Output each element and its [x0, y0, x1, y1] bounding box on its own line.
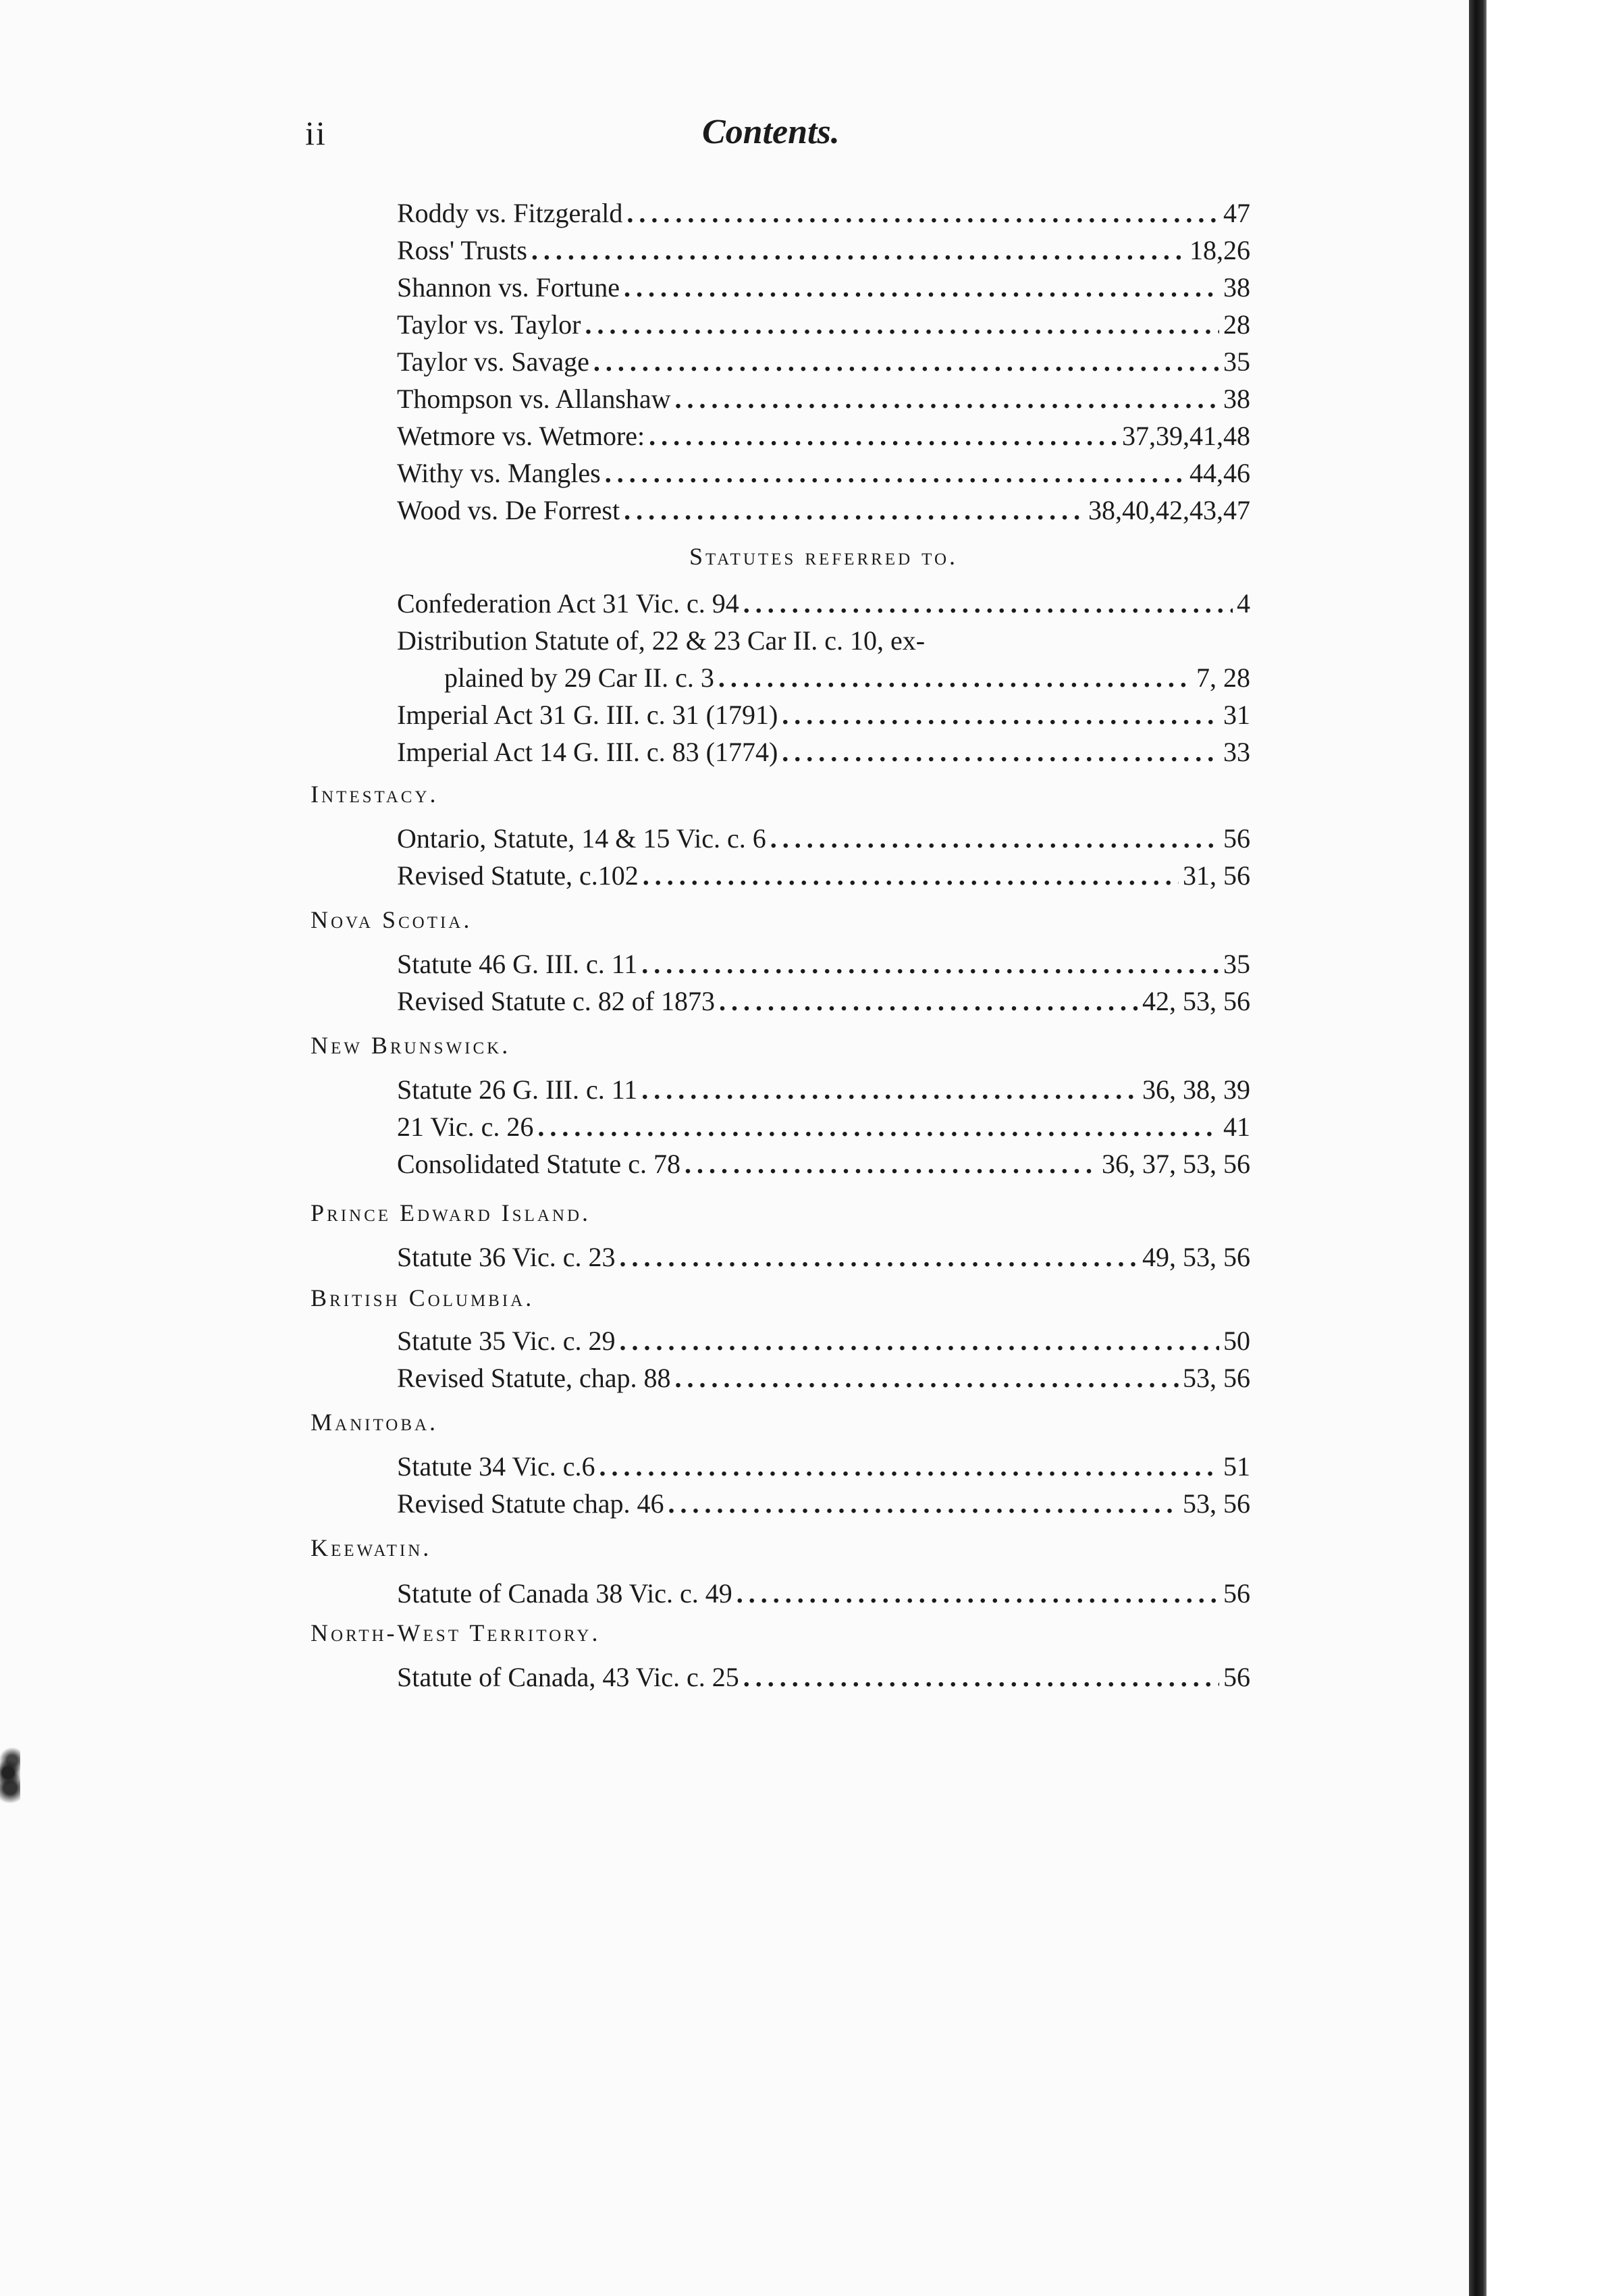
page-margin: [1469, 0, 1604, 2296]
list-item: [397, 860, 1250, 892]
entry-title: Statute 36 Vic. c. 23: [397, 1242, 616, 1272]
list-item: [397, 197, 1250, 230]
leader-dots: [649, 420, 1118, 452]
entry-pages: 36, 37, 53, 56: [1102, 1149, 1250, 1179]
section-heading: Nova Scotia.: [311, 906, 473, 933]
entry-pages: 38: [1223, 272, 1250, 303]
section-heading: Keewatin.: [311, 1534, 432, 1561]
list-item: [397, 1325, 1250, 1357]
page-title: Contents.: [702, 113, 840, 151]
leader-dots: [718, 662, 1192, 694]
list-item: [397, 1362, 1250, 1394]
entry-title: 21 Vic. c. 26: [397, 1112, 534, 1142]
leader-dots: [674, 1362, 1179, 1394]
entry-pages: 7, 28: [1196, 662, 1250, 693]
entry-pages: 56: [1223, 823, 1250, 854]
list-item: [397, 1451, 1250, 1483]
entry-pages: 35: [1223, 949, 1250, 979]
leader-dots: [537, 1111, 1219, 1143]
entry-title: Confederation Act 31 Vic. c. 94: [397, 588, 739, 619]
leader-dots: [531, 234, 1185, 267]
entry-title: Statute of Canada, 43 Vic. c. 25: [397, 1662, 739, 1692]
list-item: [397, 494, 1250, 527]
section-heading: North-West Territory.: [311, 1619, 601, 1646]
list-item: [397, 1074, 1250, 1106]
leader-dots: [743, 1661, 1219, 1694]
list-item: [397, 985, 1250, 1018]
entry-title: Thompson vs. Allanshaw: [397, 384, 671, 414]
leader-dots: [585, 309, 1220, 341]
list-item: [397, 1577, 1250, 1610]
section-heading: Prince Edward Island.: [311, 1199, 591, 1226]
leader-dots: [619, 1325, 1219, 1357]
entry-title: Revised Statute, c.102: [397, 860, 639, 891]
entry-pages: 47: [1223, 198, 1250, 228]
section-heading: New Brunswick.: [311, 1032, 511, 1059]
page-number: ii: [305, 114, 327, 152]
leader-dots: [782, 736, 1219, 768]
leader-dots: [719, 985, 1138, 1018]
list-item: [397, 948, 1250, 981]
entry-title: Wood vs. De Forrest: [397, 495, 620, 525]
entry-title: Statute 26 G. III. c. 11: [397, 1074, 638, 1105]
section-heading: Intestacy.: [311, 781, 439, 808]
entry-pages: 4: [1237, 588, 1250, 619]
entry-title: Imperial Act 31 G. III. c. 31 (1791): [397, 700, 778, 730]
leader-dots: [641, 1074, 1138, 1106]
entry-title: Consolidated Statute c. 78: [397, 1149, 680, 1179]
entry-pages: 56: [1223, 1578, 1250, 1609]
list-item: [397, 823, 1250, 855]
entry-title: Withy vs. Mangles: [397, 458, 601, 488]
entry-pages: 51: [1223, 1451, 1250, 1482]
entry-title: Wetmore vs. Wetmore:: [397, 421, 645, 451]
leader-dots: [675, 383, 1219, 415]
leader-dots: [668, 1488, 1179, 1520]
list-item: [397, 383, 1250, 415]
leader-dots: [743, 588, 1233, 620]
entry-pages: 37,39,41,48: [1122, 421, 1250, 451]
entry-pages: 53, 56: [1183, 1363, 1250, 1393]
entry-title: Ross' Trusts: [397, 235, 527, 265]
entry-title: Ontario, Statute, 14 & 15 Vic. c. 6: [397, 823, 766, 854]
entry-title: plained by 29 Car II. c. 3: [444, 662, 714, 693]
list-item: [397, 309, 1250, 341]
list-item: [397, 699, 1250, 731]
leader-dots: [626, 197, 1219, 230]
entry-title: Imperial Act 14 G. III. c. 83 (1774): [397, 737, 778, 767]
leader-dots: [624, 271, 1219, 304]
list-item: [397, 420, 1250, 452]
binding-edge: [1469, 0, 1487, 2296]
entry-pages: 41: [1223, 1112, 1250, 1142]
section-heading: Manitoba.: [311, 1409, 439, 1436]
leader-dots: [770, 823, 1219, 855]
entry-title: Statute 34 Vic. c.6: [397, 1451, 595, 1482]
entry-pages: 38: [1223, 384, 1250, 414]
entry-title: Taylor vs. Taylor: [397, 309, 581, 340]
entry-pages: 28: [1223, 309, 1250, 340]
list-item: [397, 736, 1250, 768]
leader-dots: [782, 699, 1219, 731]
entry-pages: 38,40,42,43,47: [1088, 495, 1250, 525]
leader-dots: [593, 346, 1219, 378]
entry-pages: 56: [1223, 1662, 1250, 1692]
list-item: [397, 1148, 1250, 1180]
list-item: [397, 1111, 1250, 1143]
leader-dots: [737, 1577, 1219, 1610]
entry-title: Statute 46 G. III. c. 11: [397, 949, 638, 979]
leader-dots: [643, 860, 1179, 892]
list-item-text: Distribution Statute of, 22 & 23 Car II. c. 10, ex-: [397, 625, 926, 656]
leader-dots: [624, 494, 1084, 527]
entry-title: Statute of Canada 38 Vic. c. 49: [397, 1578, 732, 1609]
list-item: [397, 234, 1250, 267]
list-item: [444, 662, 1250, 694]
list-item: [397, 1661, 1250, 1694]
entry-title: Shannon vs. Fortune: [397, 272, 620, 303]
entry-title: Roddy vs. Fitzgerald: [397, 198, 623, 228]
list-item: [397, 1241, 1250, 1274]
entry-pages: 53, 56: [1183, 1488, 1250, 1519]
leader-dots: [619, 1241, 1138, 1274]
entry-pages: 42, 53, 56: [1142, 986, 1250, 1016]
list-item: [397, 588, 1250, 620]
section-heading: British Columbia.: [311, 1284, 535, 1311]
entry-title: Revised Statute chap. 46: [397, 1488, 664, 1519]
entry-pages: 18,26: [1189, 235, 1250, 265]
list-item: [397, 346, 1250, 378]
entry-pages: 50: [1223, 1326, 1250, 1356]
scan-speck: [0, 1742, 20, 1803]
entry-pages: 33: [1223, 737, 1250, 767]
entry-pages: 44,46: [1189, 458, 1250, 488]
leader-dots: [641, 948, 1219, 981]
leader-dots: [605, 457, 1185, 490]
entry-title: Taylor vs. Savage: [397, 346, 589, 377]
entry-pages: 36, 38, 39: [1142, 1074, 1250, 1105]
entry-pages: 31, 56: [1183, 860, 1250, 891]
leader-dots: [599, 1451, 1219, 1483]
entry-pages: 49, 53, 56: [1142, 1242, 1250, 1272]
entry-title: Statute 35 Vic. c. 29: [397, 1326, 616, 1356]
leader-dots: [685, 1148, 1098, 1180]
entry-pages: 31: [1223, 700, 1250, 730]
entry-title: Revised Statute c. 82 of 1873: [397, 986, 716, 1016]
entry-title: Revised Statute, chap. 88: [397, 1363, 671, 1393]
entry-pages: 35: [1223, 346, 1250, 377]
list-item: [397, 271, 1250, 304]
section-heading-statutes: Statutes referred to.: [689, 543, 958, 570]
list-item: [397, 457, 1250, 490]
list-item: [397, 1488, 1250, 1520]
